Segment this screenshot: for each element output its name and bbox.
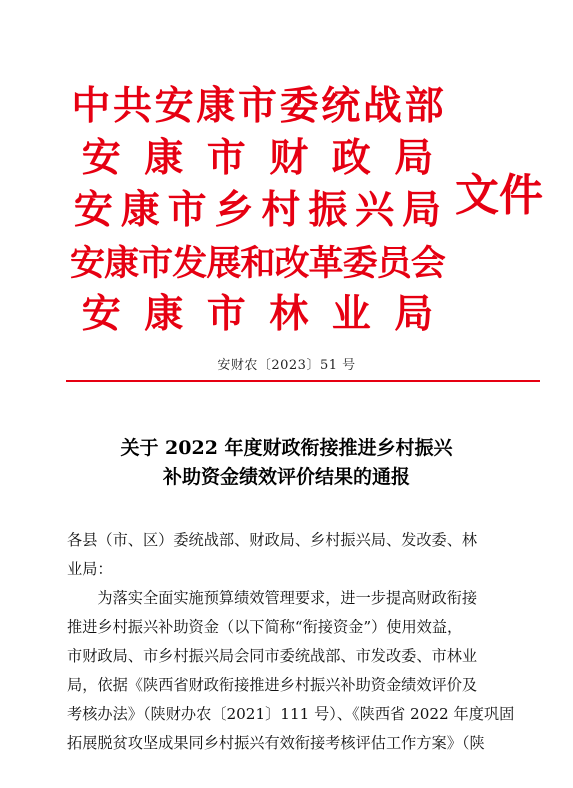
document-title (0, 434, 573, 492)
document-number: 安财农〔2023〕51 号 (217, 358, 356, 373)
body-line: 推进乡村振兴补助资金（以下简称“衔接资金”）使用效益， (67, 618, 463, 636)
document-suffix: 文件 (455, 170, 543, 221)
document-body (67, 526, 522, 758)
body-line: 局，依据《陕西省财政衔接推进乡村振兴补助资金绩效评价及 (67, 676, 478, 694)
title-line-1: 关于 2022 年度财政衔接推进乡村振兴 (120, 437, 453, 459)
body-line: 各县（市、区）委统战部、财政局、乡村振兴局、发改委、林 (67, 531, 478, 549)
body-line: 业局： (67, 560, 113, 578)
issuer-line: 安康市发展和改革委员会 (70, 243, 446, 284)
issuing-authorities (70, 80, 460, 340)
title-line-2: 补助资金绩效评价结果的通报 (162, 466, 410, 488)
issuer-line: 中共安康市委统战部 (71, 83, 444, 129)
body-line: 为落实全面实施预算绩效管理要求，进一步提高财政衔接 (67, 589, 478, 607)
issuer-line: 安 康 市 财 政 局 (81, 135, 434, 181)
body-line: 考核办法》（陕财办农〔2021〕111 号）、《陕西省 2022 年度巩固 (67, 705, 515, 723)
issuer-line: 安 康 市 乡 村 振 兴 局 (73, 187, 442, 233)
body-line: 拓展脱贫攻坚成果同乡村振兴有效衔接考核评估工作方案》（陕 (67, 734, 485, 752)
issuer-line: 安 康 市 林 业 局 (81, 291, 434, 337)
red-divider (66, 380, 540, 382)
body-line: 市财政局、市乡村振兴局会同市委统战部、市发改委、市林业 (67, 647, 478, 665)
